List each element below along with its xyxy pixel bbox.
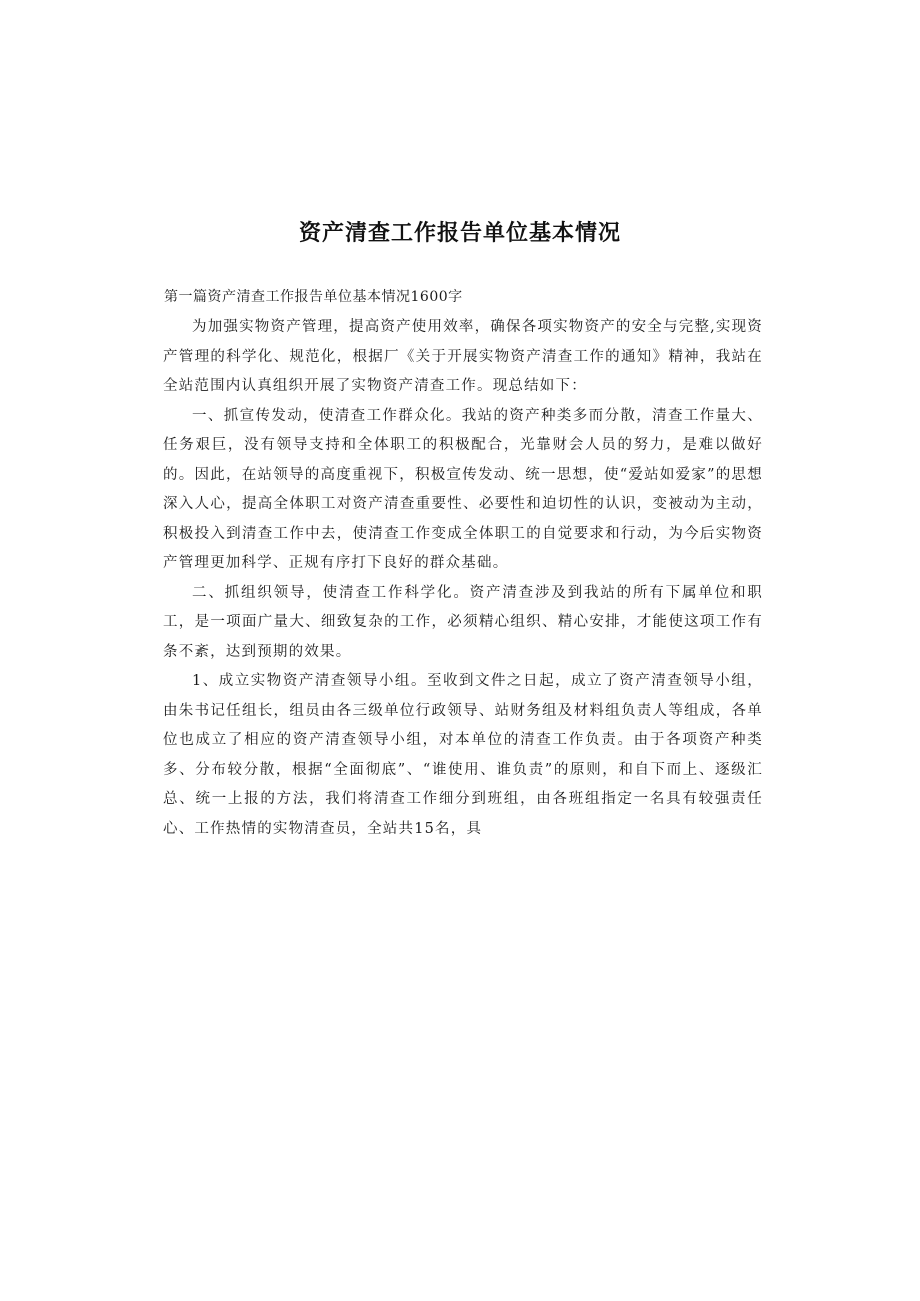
- document-title: 资产清查工作报告单位基本情况: [298, 221, 621, 246]
- document-subtitle: 第一篇资产清查工作报告单位基本情况1600字: [164, 289, 463, 305]
- paragraph-intro: 为加强实物资产管理，提高资产使用效率，确保各项实物资产的安全与完整,实现资产管理的科学化、规范化，根据厂《关于开展实物资产清查工作的通知》精神，我站在全站范围内认真组织开展了实物资产清查工作。现总结如下：: [163, 319, 764, 394]
- paragraph-organization: 二、抓组织领导，使清查工作科学化。资产清查涉及到我站的所有下属单位和职工，是一项面广量大、细致复杂的工作，必须精心组织、精心安排，才能使这项工作有条不紊，达到预期的效果。: [163, 584, 763, 660]
- paragraph-leadership-group: 1、成立实物资产清查领导小组。至收到文件之日起，成立了资产清查领导小组，由朱书记任组长，组员由各三级单位行政领导、站财务组及材料组负责人等组成，各单位也成立了相应的资产清查领导小组，对本单位的清查工作负责。由于各项资产种类多、分布较分散，根据“全面彻底”、“谁使用、谁负责”的原则，和自下而上、逐级汇总、统一上报的方法，我们将清查工作细分到班组，由各班组指定一名具有较强责任心、工作热情的实物清查员，全站共15名，具: [163, 673, 763, 837]
- paragraph-publicity: 一、抓宣传发动，使清查工作群众化。我站的资产种类多而分散，清查工作量大、任务艰巨，没有领导支持和全体职工的积极配合，光靠财会人员的努力，是难以做好的。因此，在站领导的高度重视下，积极宣传发动、统一思想，使“爱站如爱家”的思想深入人心，提高全体职工对资产清查重要性、必要性和迫切性的认识，变被动为主动，积极投入到清查工作中去，使清查工作变成全体职工的自觉要求和行动，为今后实物资产管理更加科学、正规有序打下良好的群众基础。: [163, 407, 763, 571]
- document-body: [163, 313, 763, 844]
